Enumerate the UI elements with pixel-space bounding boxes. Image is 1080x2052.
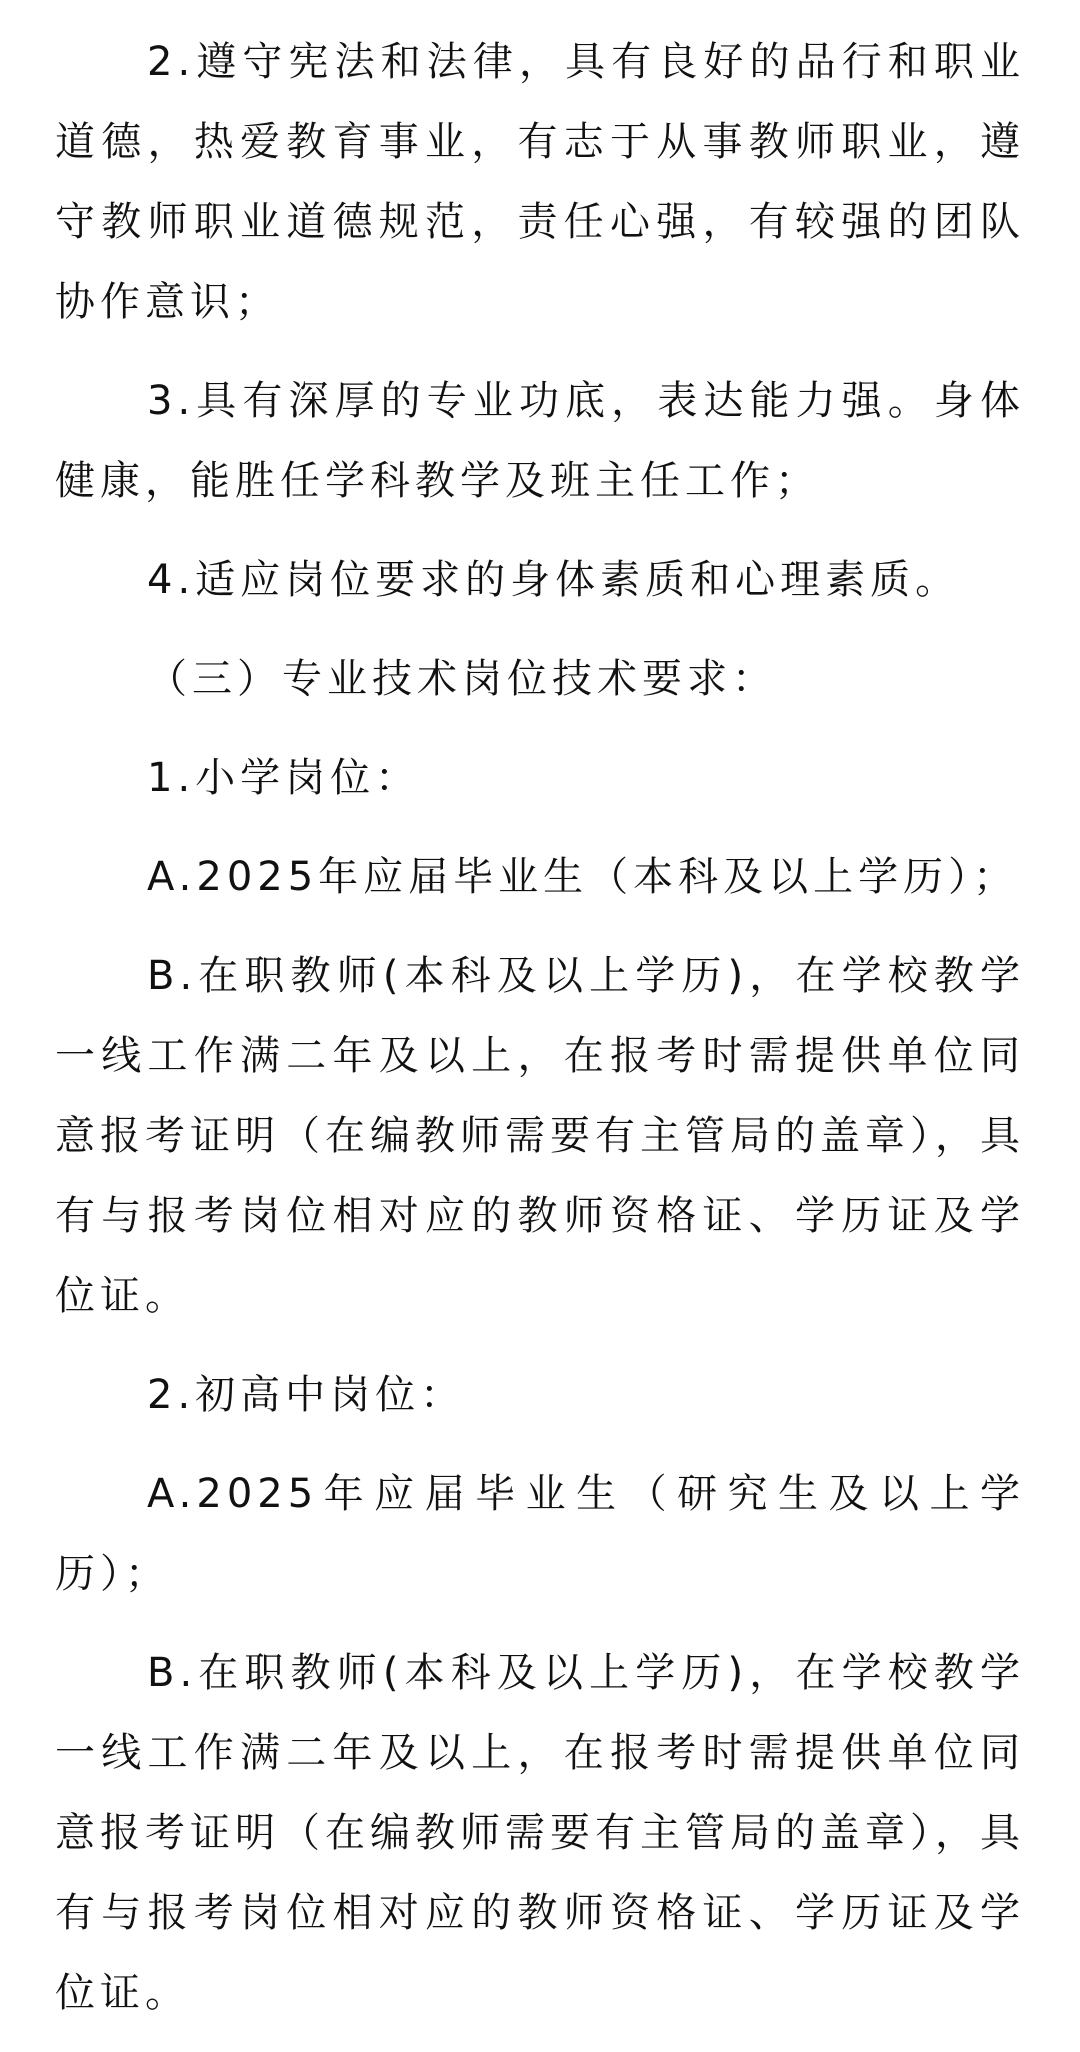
paragraph-requirement-4: 4.适应岗位要求的身体素质和心理素质。 bbox=[147, 557, 961, 603]
subheading-middle-high-school: 2.初高中岗位： bbox=[147, 1372, 466, 1418]
section-heading-technical-requirements: （三）专业技术岗位技术要求： bbox=[147, 656, 777, 702]
paragraph-requirement-2: 2.遵守宪法和法律，具有良好的品行和职业道德，热爱教育事业，有志于从事教师职业，遵守教师职业道德规范，责任心强，有较强的团队协作意识； bbox=[55, 39, 1025, 325]
subheading-primary-school: 1.小学岗位： bbox=[147, 755, 421, 801]
paragraph-middle-high-a: A.2025年应届毕业生（研究生及以上学历）； bbox=[55, 1471, 1025, 1597]
document-body bbox=[55, 22, 1025, 2052]
paragraph-primary-b: B.在职教师(本科及以上学历)，在学校教学一线工作满二年及以上，在报考时需提供单位同意报考证明（在编教师需要有主管局的盖章），具有与报考岗位相对应的教师资格证、学历证及学位证。 bbox=[55, 953, 1025, 1319]
paragraph-requirement-3: 3.具有深厚的专业功底，表达能力强。身体健康，能胜任学科教学及班主任工作； bbox=[55, 378, 1025, 504]
paragraph-primary-a: A.2025年应届毕业生（本科及以上学历）； bbox=[147, 854, 1019, 900]
paragraph-middle-high-b: B.在职教师(本科及以上学历)，在学校教学一线工作满二年及以上，在报考时需提供单位同意报考证明（在编教师需要有主管局的盖章），具有与报考岗位相对应的教师资格证、学历证及学位证。 bbox=[55, 1650, 1025, 2016]
